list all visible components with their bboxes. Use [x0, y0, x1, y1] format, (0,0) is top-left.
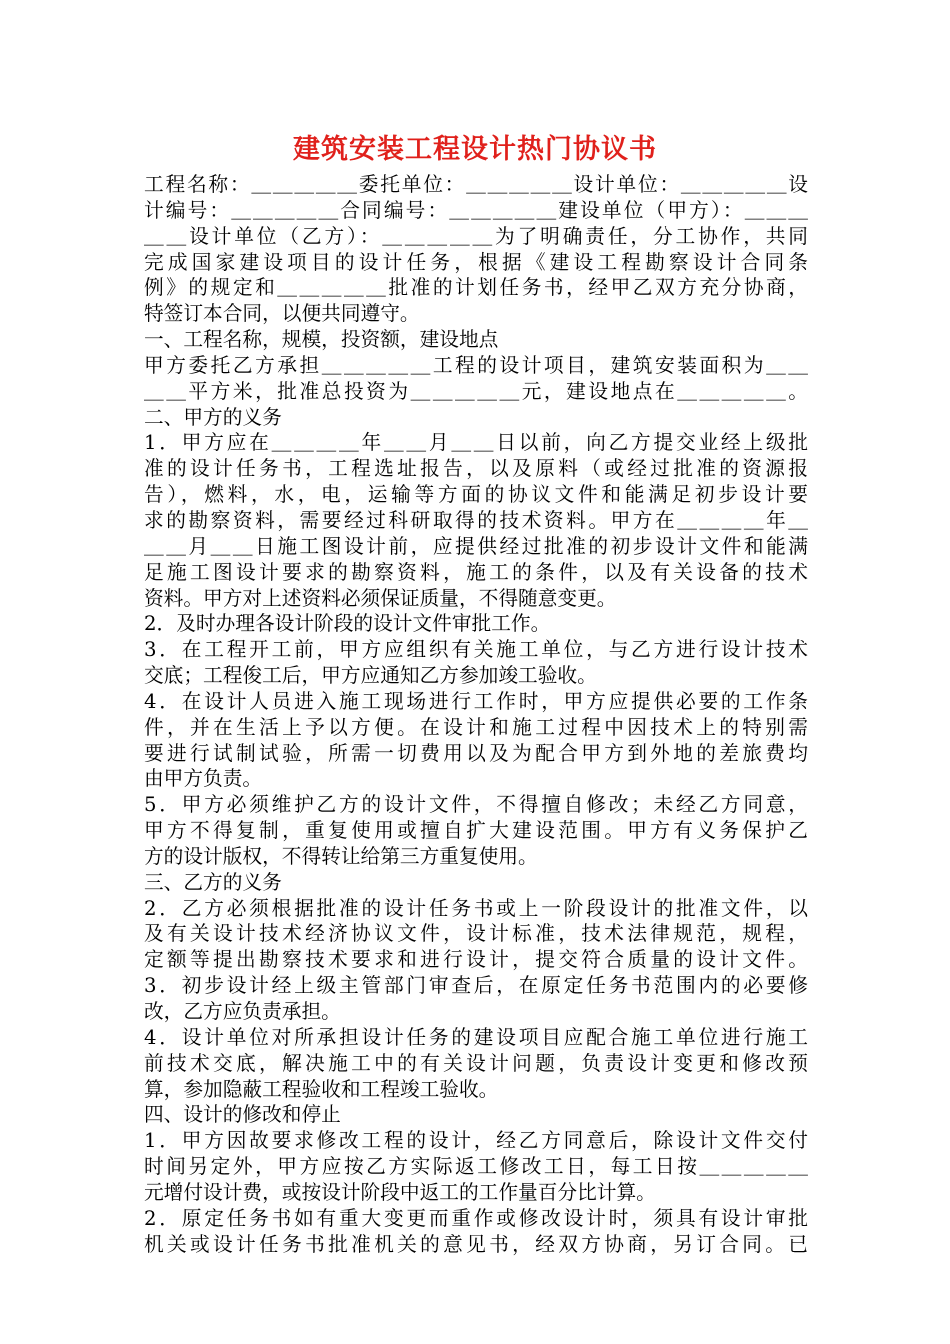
- text-line: 甲方委托乙方承担＿＿＿＿＿工程的设计项目，建筑安装面积为＿＿: [144, 353, 808, 377]
- text-line: 改，乙方应负责承担。: [144, 1000, 341, 1023]
- text-line: 定额等提出勘察技术要求和进行设计，提交符合质量的设计文件。: [144, 948, 808, 972]
- text-line: 计编号：＿＿＿＿＿合同编号：＿＿＿＿＿建设单位（甲方）：＿＿＿: [144, 198, 808, 222]
- text-line: 告），燃料，水，电，运输等方面的协议文件和能满足初步设计要: [144, 483, 808, 507]
- text-line: ＿＿月＿＿日施工图设计前，应提供经过批准的初步设计文件和能满: [144, 534, 808, 558]
- text-line: 机关或设计任务书批准机关的意见书，经双方协商，另订合同。已: [144, 1232, 808, 1256]
- text-line: 3．在工程开工前，甲方应组织有关施工单位，与乙方进行设计技术: [144, 638, 808, 662]
- text-line: 前技术交底，解决施工中的有关设计问题，负责设计变更和修改预: [144, 1051, 808, 1075]
- text-line: 要进行试制试验，所需一切费用以及为配合甲方到外地的差旅费均: [144, 741, 808, 765]
- text-line: 1．甲方因故要求修改工程的设计，经乙方同意后，除设计文件交付: [144, 1129, 808, 1153]
- text-line: 资料。甲方对上述资料必须保证质量，不得随意变更。: [144, 586, 617, 610]
- text-line: ＿＿平方米，批准总投资为＿＿＿＿＿元，建设地点在＿＿＿＿＿。: [144, 379, 808, 403]
- text-line: 5．甲方必须维护乙方的设计文件，不得擅自修改；未经乙方同意，: [144, 793, 808, 817]
- text-line: 完成国家建设项目的设计任务，根据《建设工程勘察设计合同条: [144, 250, 808, 274]
- text-line: 2．及时办理各设计阶段的设计文件审批工作。: [144, 612, 551, 636]
- text-line: 四、设计的修改和停止: [144, 1103, 341, 1127]
- text-line: 3．初步设计经上级主管部门审查后，在原定任务书范围内的必要修: [144, 974, 808, 998]
- text-line: 三、乙方的义务: [144, 870, 282, 894]
- text-line: 2．原定任务书如有重大变更而重作或修改设计时，须具有设计审批: [144, 1206, 808, 1230]
- text-line: 例》的规定和＿＿＿＿＿批准的计划任务书，经甲乙双方充分协商，: [144, 276, 808, 300]
- text-line: 一、工程名称，规模，投资额，建设地点: [144, 328, 499, 352]
- text-line: 工程名称：＿＿＿＿＿委托单位：＿＿＿＿＿设计单位：＿＿＿＿＿设: [144, 173, 808, 196]
- text-line: 时间另定外，甲方应按乙方实际返工修改工日，每工日按＿＿＿＿＿: [144, 1155, 808, 1179]
- text-line: 元增付设计费，或按设计阶段中返工的工作量百分比计算。: [144, 1180, 656, 1204]
- text-line: 求的勘察资料，需要经过科研取得的技术资料。甲方在＿＿＿＿年＿: [144, 508, 808, 532]
- text-line: 4．在设计人员进入施工现场进行工作时，甲方应提供必要的工作条: [144, 689, 808, 713]
- text-line: 2．乙方必须根据批准的设计任务书或上一阶段设计的批准文件，以: [144, 896, 808, 920]
- text-line: 方的设计版权，不得转让给第三方重复使用。: [144, 844, 538, 868]
- text-line: 特签订本合同，以便共同遵守。: [144, 302, 420, 326]
- document-body: [144, 172, 808, 1257]
- text-line: 1．甲方应在＿＿＿＿年＿＿月＿＿日以前，向乙方提交业经上级批: [144, 431, 808, 455]
- document-title: 建筑安装工程设计热门协议书: [293, 134, 657, 165]
- text-line: 件，并在生活上予以方便。在设计和施工过程中因技术上的特别需: [144, 715, 808, 739]
- text-line: 由甲方负责。: [144, 767, 263, 791]
- text-line: 及有关设计技术经济协议文件，设计标准，技术法律规范，规程，: [144, 922, 808, 946]
- text-line: 交底；工程俊工后，甲方应通知乙方参加竣工验收。: [144, 664, 597, 688]
- text-line: 算，参加隐蔽工程验收和工程竣工验收。: [144, 1077, 499, 1101]
- text-line: 足施工图设计要求的勘察资料，施工的条件，以及有关设备的技术: [144, 560, 808, 584]
- text-line: 二、甲方的义务: [144, 405, 282, 429]
- text-line: 4．设计单位对所承担设计任务的建设项目应配合施工单位进行施工: [144, 1025, 808, 1049]
- text-line: ＿＿设计单位（乙方）：＿＿＿＿＿为了明确责任，分工协作，共同: [144, 224, 808, 248]
- text-line: 甲方不得复制，重复使用或擅自扩大建设范围。甲方有义务保护乙: [144, 819, 808, 843]
- text-line: 准的设计任务书，工程选址报告，以及原料（或经过批准的资源报: [144, 457, 808, 481]
